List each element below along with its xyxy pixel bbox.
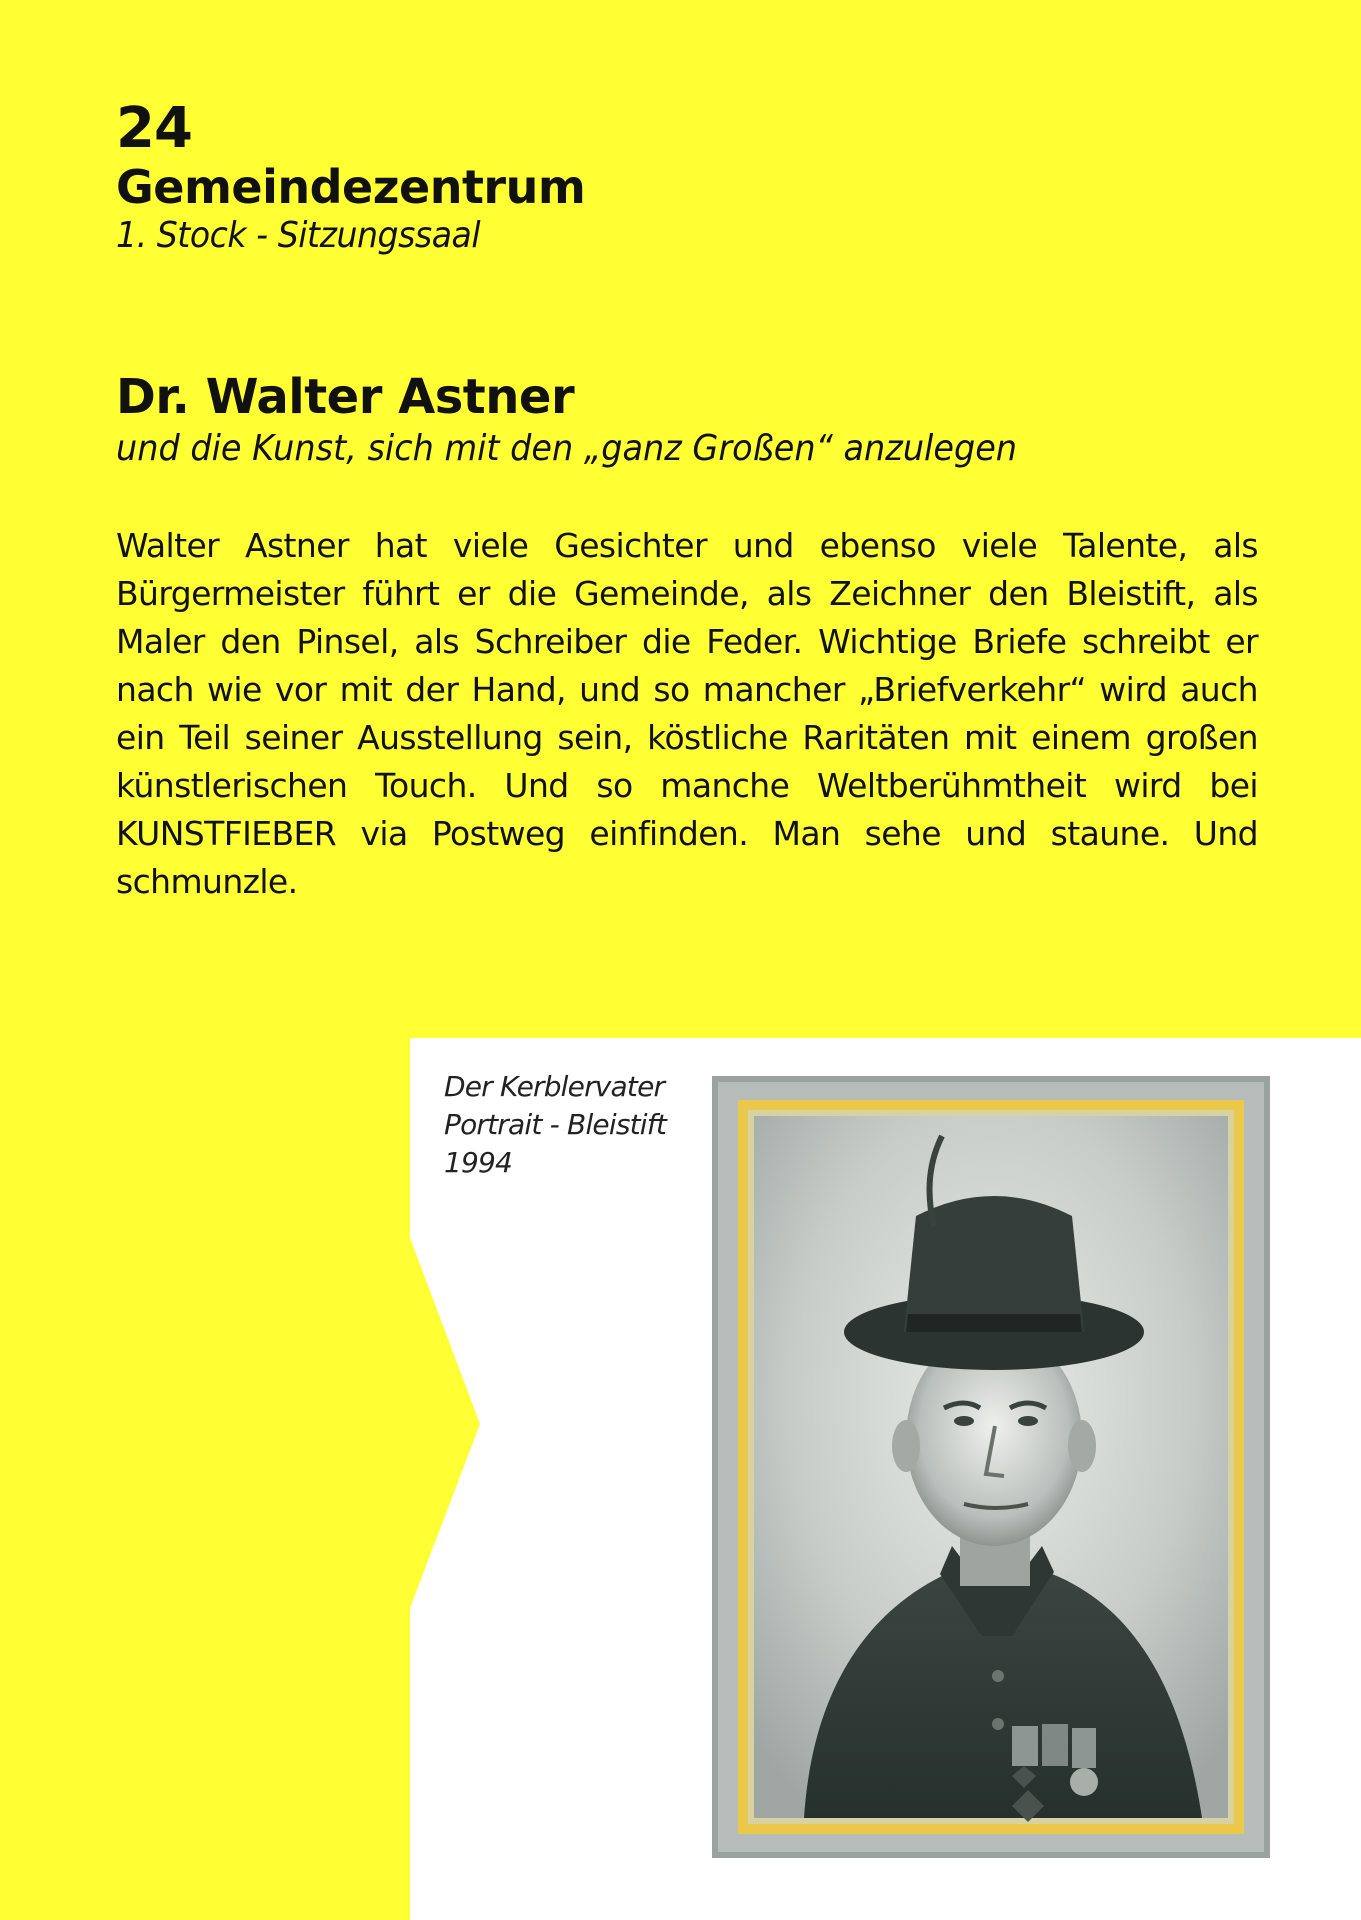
venue-location: 1. Stock - Sitzungssaal [116, 215, 481, 256]
station-number: 24 [116, 96, 192, 161]
venue-title: Gemeindezentrum [116, 160, 586, 214]
artist-name: Dr. Walter Astner [116, 369, 575, 425]
artwork-caption [444, 1068, 704, 1182]
caption-technique: Portrait - Bleistift [444, 1108, 667, 1141]
artist-subtitle: und die Kunst, sich mit den „ganz Großen“ anzulegen [116, 428, 1018, 469]
pencil-portrait-icon [712, 1076, 1270, 1858]
artist-heading [116, 368, 1266, 472]
caption-year: 1994 [444, 1146, 513, 1179]
body-paragraph: Walter Astner hat viele Gesichter und ebenso viele Talente, als Bürgermeister führt er die Gemeinde, als Zeichner den Bleistift, als Maler den Pinsel, als Schreiber die Feder. Wichtige Briefe schreibt er nach wie vor mit der Hand, und so mancher „Briefverkehr“ wird auch ein Teil seiner Ausstellung sein, köstliche Raritäten mit einem großen künstlerischen Touch. Und so manche Weltberühmtheit wird bei KUNSTFIEBER via Postweg einfinden. Man sehe und staune. Und schmunzle. [116, 526, 1258, 901]
portrait-artwork [712, 1076, 1270, 1858]
caption-title: Der Kerblervater [444, 1070, 665, 1103]
header [116, 98, 1266, 258]
